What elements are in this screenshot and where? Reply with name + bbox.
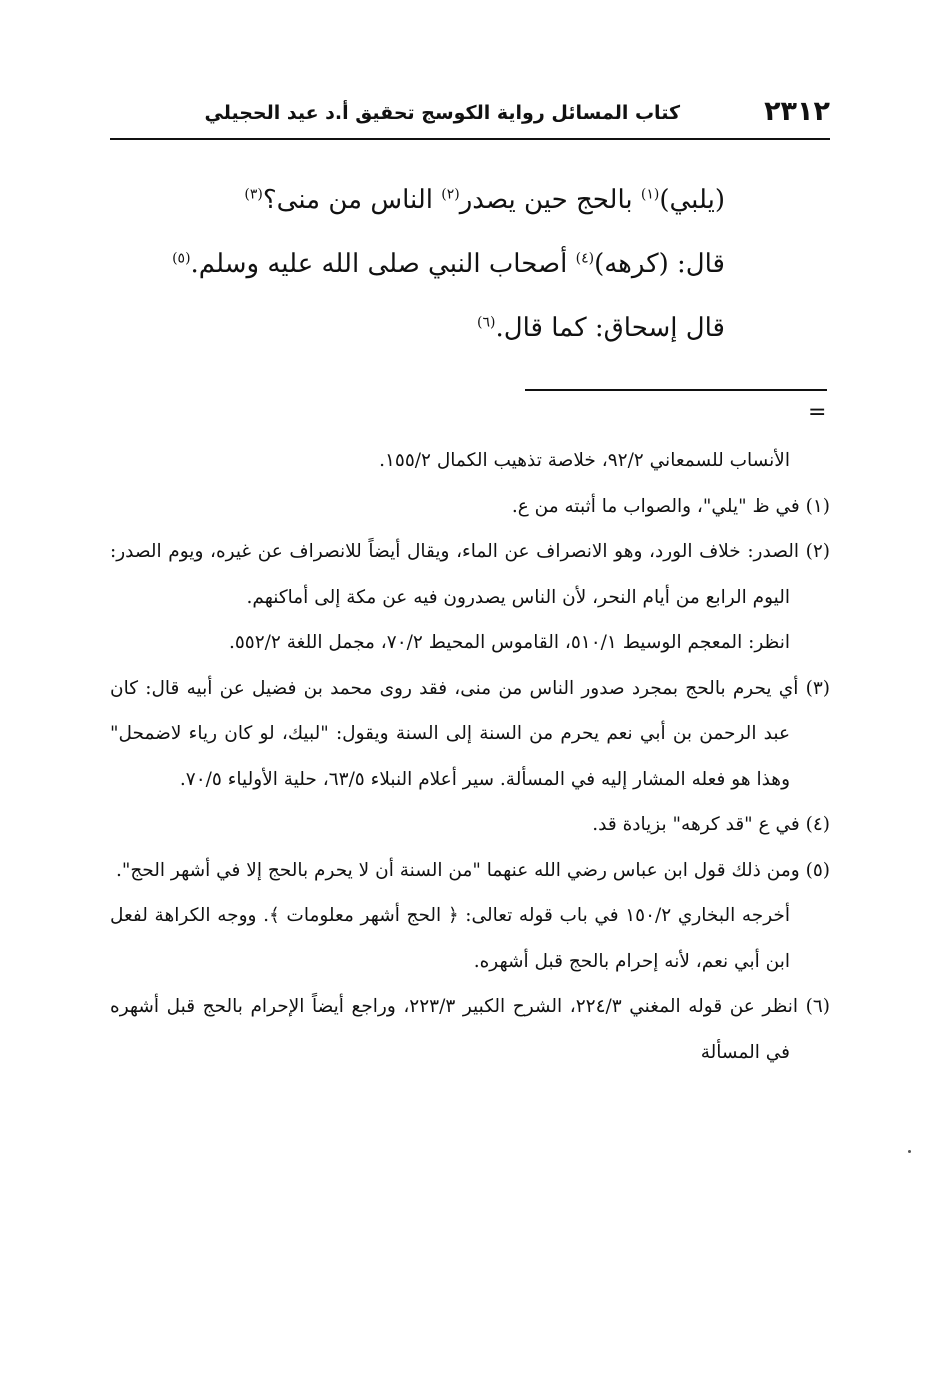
footnote-reference: (٣) — [244, 186, 263, 203]
main-text-line — [180, 168, 725, 232]
scan-speck — [908, 1150, 911, 1153]
main-text-line — [172, 232, 725, 296]
page-header — [110, 95, 830, 135]
footnote: (٤) في ع "قد كرهه" بزيادة قد. — [592, 814, 830, 835]
header-rule — [110, 138, 830, 140]
main-text-segment: الناس من منى؟ — [262, 185, 442, 215]
main-text-segment: قال: (كرهه) — [594, 249, 725, 279]
main-text — [172, 168, 725, 360]
footnote-continuation: الأنساب للسمعاني ٩٢/٢، خلاصة تذهيب الكمال ١٥٥/٢. — [379, 450, 790, 471]
footnote-continuation: أخرجه البخاري ١٥٠/٢ في باب قوله تعالى: ﴿ الحج أشهر معلومات ﴾. ووجه الكراهة لفعل ابن أبي نعم، لأنه إحرام بالحج قبل أشهره. — [110, 905, 790, 972]
main-text-segment: أصحاب النبي صلى الله عليه وسلم. — [190, 249, 576, 279]
main-text-line — [180, 296, 725, 360]
footnote-separator — [525, 389, 827, 391]
footnotes — [110, 438, 830, 1075]
footnote: (٢) الصدر: خلاف الورد، وهو الانصراف عن الماء، ويقال أيضاً للانصراف عن غيره، ويوم الصدر: اليوم الرابع من أيام النحر، لأن الناس يصدرون فيه عن مكة إلى أماكنهم. — [110, 541, 830, 608]
footnote: (٦) انظر عن قوله المغني ٢٢٤/٣، الشرح الكبير ٢٢٣/٣، وراجع أيضاً الإحرام بالحج قبل أشهره في المسألة — [110, 996, 830, 1063]
footnote-reference: (٢) — [441, 186, 460, 203]
main-text-segment: بالحج حين يصدر — [459, 185, 641, 215]
footnote-continuation-mark: = — [808, 400, 827, 425]
main-text-segment: قال إسحاق: كما قال. — [495, 313, 725, 343]
footnote: (٥) ومن ذلك قول ابن عباس رضي الله عنهما "من السنة أن لا يحرم بالحج إلا في أشهر الحج". — [115, 859, 830, 881]
footnote: (٣) أي يحرم بالحج بمجرد صدور الناس من منى، فقد روى محمد بن فضيل عن أبيه قال: كان عبد الرحمن بن أبي نعم يحرم من السنة إلى السنة ويقول: "لبيك، لو كان رياء لاضمحل" وهذا هو فعله المشار إليه في المسألة. سير أعلام النبلاء ٦٣/٥، حلية الأولياء ٧٠/٥. — [110, 677, 830, 790]
footnote-continuation: انظر: المعجم الوسيط ٥١٠/١، القاموس المحيط ٧٠/٢، مجمل اللغة ٥٥٢/٢. — [228, 632, 790, 653]
footnote-reference: (١) — [640, 186, 660, 203]
running-title: كتاب المسائل رواية الكوسج تحقيق أ.د عيد الحجيلي — [204, 102, 680, 124]
footnote: (١) في ظ "يلي"، والصواب ما أثبته من ع. — [511, 495, 830, 517]
main-text-segment: (يلبي) — [659, 185, 725, 215]
page-number: ٢٣١٢ — [764, 96, 830, 127]
footnote-reference: (٤) — [575, 250, 595, 267]
footnote-reference: (٥) — [172, 250, 191, 267]
footnote-reference: (٦) — [477, 314, 496, 331]
